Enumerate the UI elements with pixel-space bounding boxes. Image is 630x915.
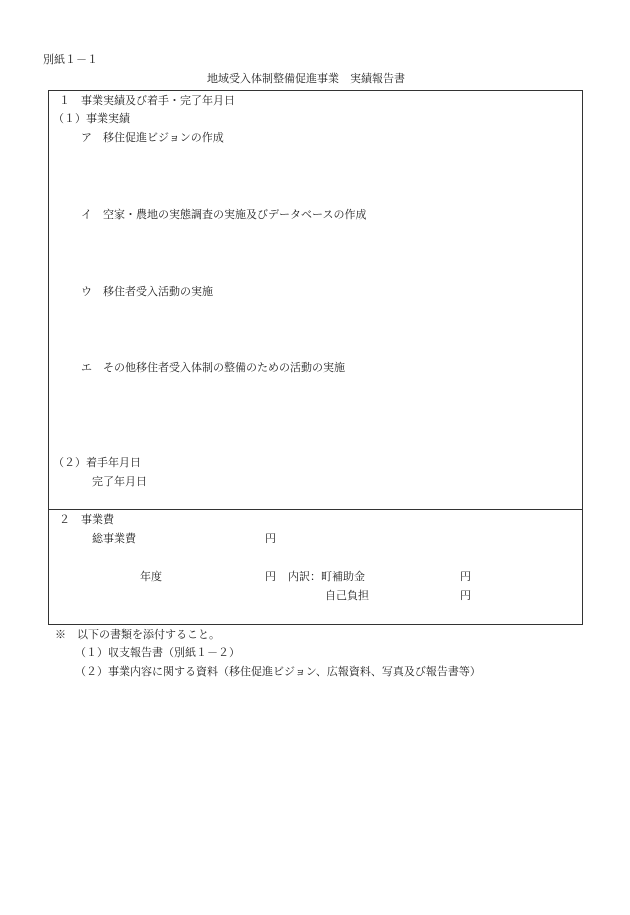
total-cost-label: 総事業費 — [92, 532, 136, 545]
business-results-label: （１）事業実績 — [53, 112, 130, 125]
self-burden-yen: 円 — [460, 589, 471, 602]
town-subsidy-yen: 円 — [460, 570, 471, 583]
result-item-i: イ 空家・農地の実態調査の実施及びデータベースの作成 — [81, 208, 367, 221]
section2-box — [48, 509, 583, 625]
fiscal-year-yen: 円 — [265, 570, 276, 583]
attachment-label: 別紙１－１ — [43, 53, 98, 66]
section2-heading: ２ 事業費 — [59, 513, 114, 526]
breakdown-town-subsidy-label: 内訳：町補助金 — [288, 570, 365, 583]
section1-box — [48, 90, 583, 510]
result-item-u: ウ 移住者受入活動の実施 — [81, 285, 213, 298]
result-item-e: エ その他移住者受入体制の整備のための活動の実施 — [81, 361, 345, 374]
attachment-note: ※ 以下の書類を添付すること。 — [55, 628, 220, 641]
attachment-item-2: （２）事業内容に関する資料（移住促進ビジョン、広報資料、写真及び報告書等） — [75, 665, 481, 678]
attachment-item-1: （１）収支報告書（別紙１－２） — [75, 646, 240, 659]
section1-heading: １ 事業実績及び着手・完了年月日 — [59, 94, 235, 107]
document-title: 地域受入体制整備促進事業 実績報告書 — [207, 72, 405, 85]
total-cost-yen: 円 — [265, 532, 276, 545]
self-burden-label: 自己負担 — [325, 589, 369, 602]
completion-date-label: 完了年月日 — [92, 475, 147, 488]
fiscal-year-label: 年度 — [140, 570, 162, 583]
result-item-a: ア 移住促進ビジョンの作成 — [81, 131, 224, 144]
start-date-label: （２）着手年月日 — [53, 456, 141, 469]
